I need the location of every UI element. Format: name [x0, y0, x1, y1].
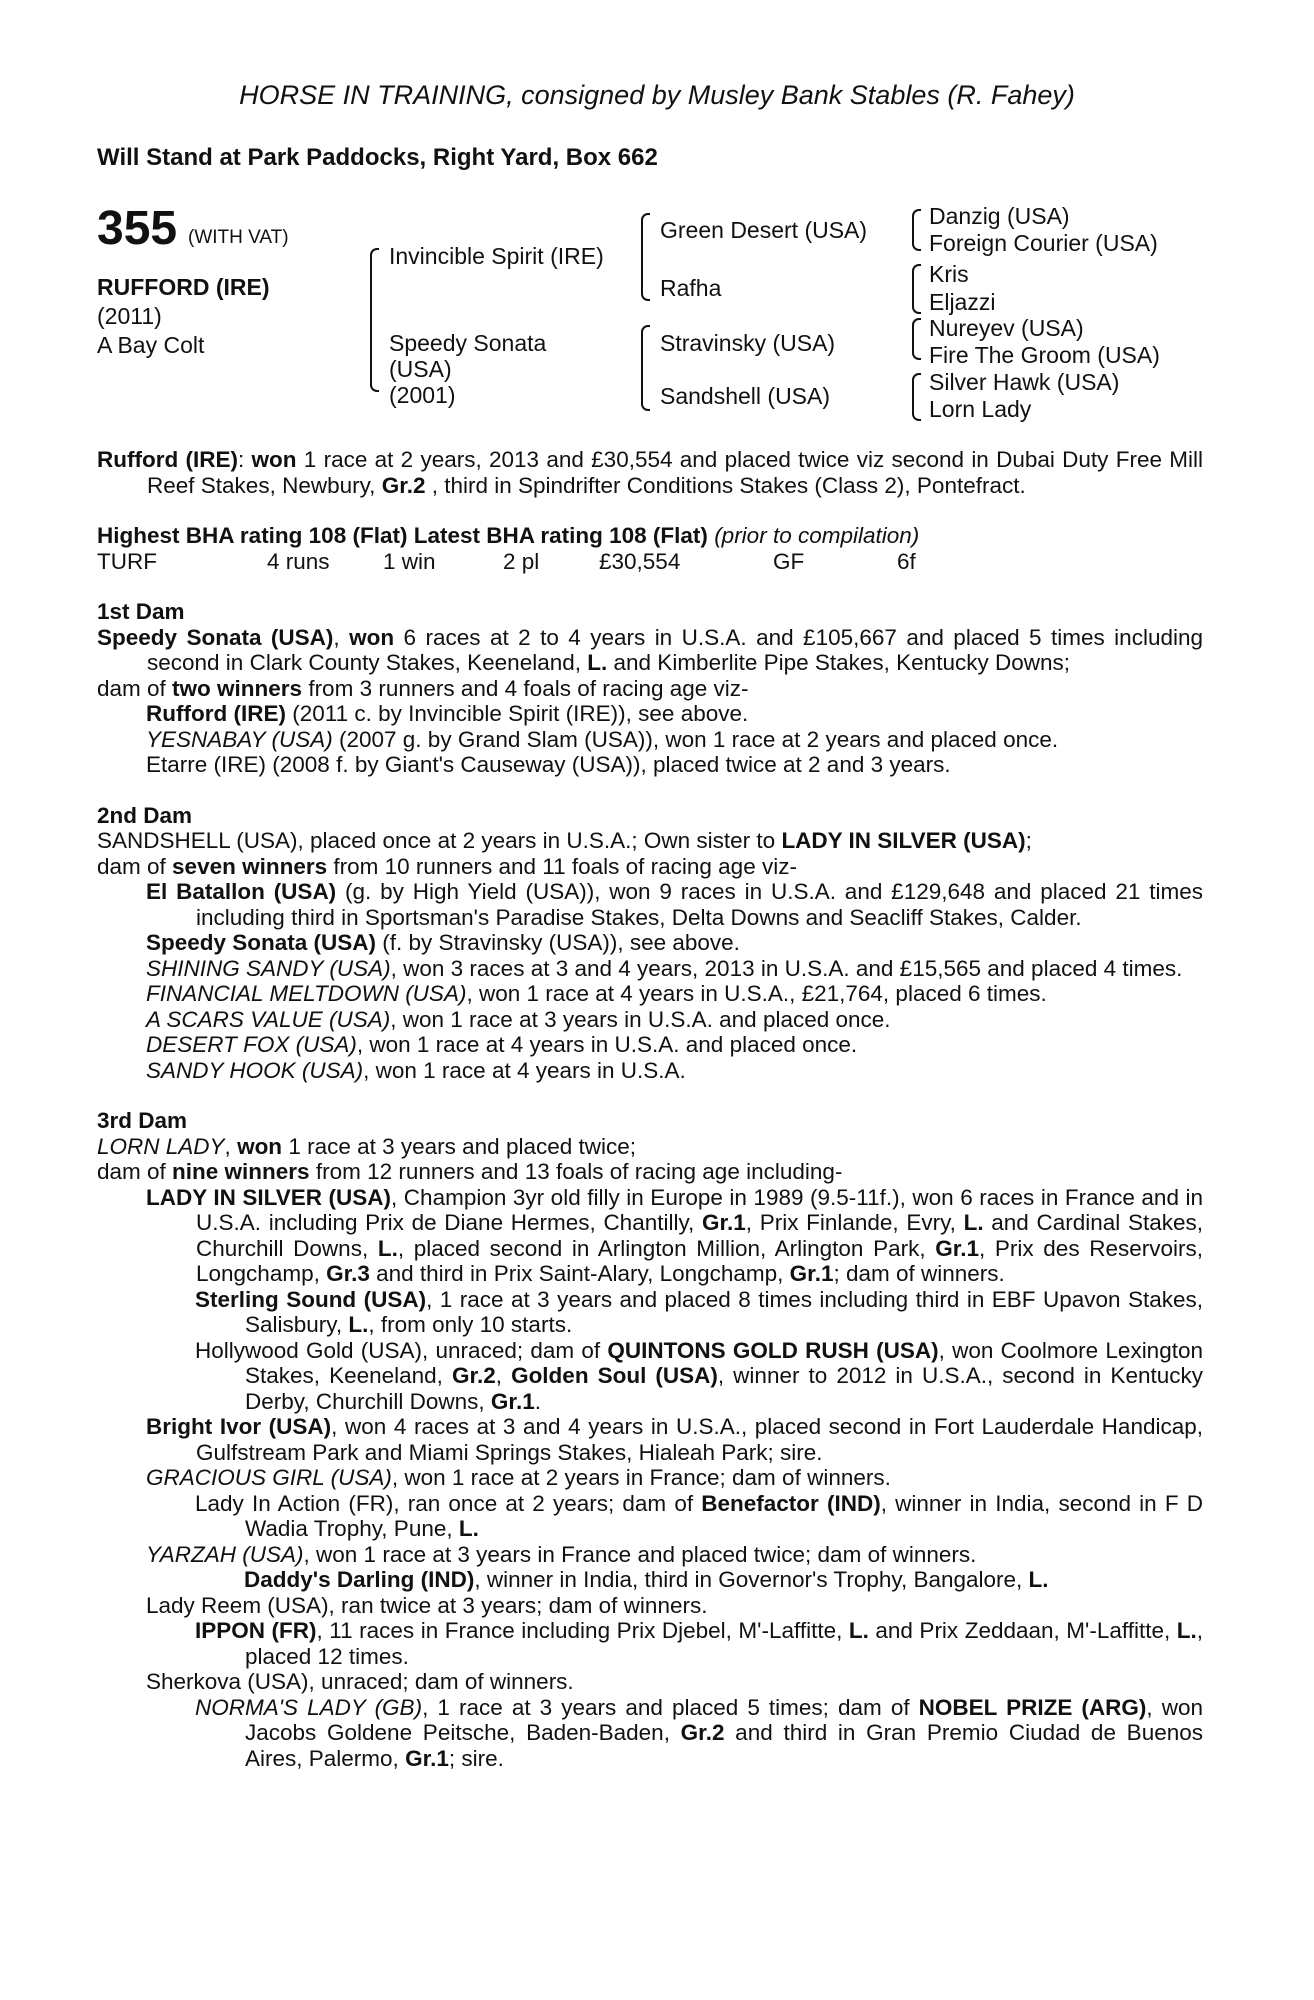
dam2-o5-text: , won 1 race at 3 years in U.S.A. and placed once. [390, 1006, 891, 1032]
dam3-dam-of [97, 1159, 1203, 1185]
summary-name: Rufford (IRE) [97, 447, 238, 472]
dam3-sherkova: Sherkova (USA), unraced; dam of winners. [146, 1669, 574, 1694]
ss-name: Sterling Sound (USA) [195, 1286, 427, 1312]
dam3-damof-b: from 12 runners and 13 foals of racing age including- [309, 1159, 843, 1184]
dam2-offspring-3 [97, 956, 1203, 982]
lis-grade-2: Gr.1 [935, 1235, 980, 1261]
lis-grade-4: Gr.1 [789, 1261, 834, 1286]
record-runs: 4 runs [267, 548, 330, 574]
horse-name: RUFFORD (IRE) [97, 274, 270, 300]
pedigree-sds: Kris [929, 261, 969, 287]
dam2-offspring-4 [97, 981, 1203, 1007]
pedigree-ddd: Lorn Lady [929, 396, 1032, 422]
dam1-o2-text: (2007 g. by Grand Slam (USA)), won 1 race at 2 years and placed once. [332, 726, 1059, 752]
dam3-winners: nine winners [172, 1159, 310, 1184]
pedigree-ssd: Foreign Courier (USA) [929, 230, 1158, 256]
record-placed: 2 pl [503, 548, 540, 574]
vat-note: (WITH VAT) [188, 227, 289, 248]
ip-text-3: , placed 12 times. [245, 1618, 1203, 1669]
bi-text: , won 4 races at 3 and 4 years in U.S.A., placed second in Fort Lauderdale Handicap, Gulfstream Park and Miami Springs Stakes, Hialeah Park; sire. [196, 1414, 1204, 1465]
dam2-o5-name: A SCARS VALUE (USA) [146, 1006, 391, 1032]
hg-golden-soul: Golden Soul (USA) [511, 1363, 718, 1388]
hg-quintons: QUINTONS GOLD RUSH (USA) [607, 1337, 939, 1363]
lis-text-7: ; dam of winners. [833, 1261, 1005, 1286]
lia-text-1: Lady In Action (FR), ran once at 2 years; dam of [195, 1490, 702, 1516]
gg-text: , won 1 race at 2 years in France; dam of winners. [391, 1465, 891, 1490]
ss-text-2: , from only 10 starts. [368, 1312, 573, 1337]
ip-text-1: , 11 races in France including Prix Djebel, M'-Laffitte, [316, 1618, 849, 1643]
dam2-offspring-1 [97, 879, 1203, 930]
pedigree-dds: Silver Hawk (USA) [929, 369, 1120, 395]
summary-won: won [251, 447, 297, 472]
summary-paragraph: Rufford (IRE): won 1 race at 2 years, 2013 and £30,554 and placed twice viz second in Dubai Duty Free Mill Reef Stakes, Newbury, Gr.2 , third in Spindrifter Conditions Stakes (Class 2), Pontefract. [97, 447, 1203, 498]
summary-text-2: , third in Spindrifter Conditions Stakes (Class 2), Pontefract. [425, 472, 1026, 498]
dd-name: Daddy's Darling (IND) [244, 1567, 475, 1592]
pedigree-ss: Green Desert (USA) [660, 217, 868, 243]
pedigree-sdd: Eljazzi [929, 289, 996, 315]
dam2-dam-of [97, 854, 1203, 880]
summary-text-1: 1 race at 2 years, 2013 and £30,554 and placed twice viz second in Dubai Duty Free Mill Reef Stakes, Newbury, [147, 447, 1203, 498]
lis-text-4: , placed second in Arlington Million, Arlington Park, [397, 1235, 936, 1261]
pedigree-brace-ds [912, 318, 921, 360]
dam3-lady-in-silver [97, 1185, 1203, 1287]
lis-text-1: , Champion 3yr old filly in Europe in 1989 (9.5-11f.), won 6 races in France and in U.S.A. including Prix de Diane Hermes, Chantilly, [196, 1184, 1203, 1235]
dam3-text-1: 1 race at 3 years and placed twice; [282, 1133, 637, 1159]
horse-description: A Bay Colt [97, 332, 205, 358]
lot-number: 355 [97, 202, 178, 255]
lis-text-5: , Prix des Reservoirs, Longchamp, [196, 1235, 1203, 1286]
dam1-text-2: and Kimberlite Pipe Stakes, Kentucky Downs; [607, 650, 1070, 675]
dam2-o6-text: , won 1 race at 4 years in U.S.A. and placed once. [356, 1032, 858, 1057]
dam3-hollywood-gold [97, 1338, 1203, 1415]
dam2-o3-name: SHINING SANDY (USA) [146, 955, 391, 981]
hg-text-3: , [495, 1363, 512, 1388]
dam3-gracious-girl [97, 1465, 1203, 1491]
pedigree-brace-sire [641, 213, 650, 301]
nl-text-3: and third in Gran Premio Ciudad de Buenos Aires, Palermo, [245, 1720, 1203, 1771]
pedigree-dsd: Fire The Groom (USA) [929, 342, 1160, 368]
dam3-sterling-sound [97, 1287, 1203, 1338]
dam2-o1-text: (g. by High Yield (USA)), won 9 races in U.S.A. and £129,648 and placed 21 times including third in Sportsman's Paradise Stakes, Delta Downs and Seacliff Stakes, Calder. [196, 879, 1203, 930]
dam1-offspring-2 [97, 727, 1203, 753]
dam2-o2-name: Speedy Sonata (USA) [146, 930, 377, 955]
dam1-damof-b: from 3 runners and 4 foals of racing age viz- [302, 675, 749, 701]
page-heading: HORSE IN TRAINING, consigned by Musley Bank Stables (R. Fahey) [239, 80, 1075, 110]
dam2-o1-name: El Batallon (USA) [146, 879, 337, 904]
dam3-won: won [237, 1133, 283, 1159]
yz-text: , won 1 race at 3 years in France and placed twice; dam of winners. [303, 1541, 977, 1567]
dam3-daddys-darling [97, 1567, 1203, 1593]
dam2-o7-name: SANDY HOOK (USA) [146, 1057, 364, 1083]
dam1-text-1: 6 races at 2 to 4 years in U.S.A. and £105,667 and placed 5 times including second in Clark County Stakes, Keeneland, [147, 624, 1203, 675]
lia-listed: L. [458, 1516, 479, 1541]
pedigree-dam-name: Speedy Sonata [389, 330, 547, 356]
nl-text-4: ; sire. [448, 1745, 504, 1771]
dam3-sep: , [224, 1133, 238, 1159]
ip-listed-2: L. [1176, 1618, 1197, 1643]
ip-name: IPPON (FR) [195, 1618, 317, 1643]
pedigree-dam [389, 330, 546, 408]
pedigree-brace-dd [912, 373, 921, 421]
nl-text-1: , 1 race at 3 years and placed 5 times; dam of [422, 1694, 919, 1720]
horse-year: (2011) [97, 303, 162, 329]
dam2-damof-a: dam of [97, 853, 173, 879]
dam2-heading: 2nd Dam [97, 802, 193, 828]
dd-text-1: , winner in India, third in Governor's Trophy, Bangalore, [474, 1567, 1029, 1592]
lis-text-2: , Prix Finlande, Evry, [745, 1210, 964, 1235]
horse-details [97, 273, 269, 360]
dam2-offspring-7 [97, 1058, 1203, 1084]
lis-text-6: and third in Prix Saint-Alary, Longchamp, [369, 1261, 790, 1286]
dam3-bright-ivor [97, 1414, 1203, 1465]
hg-text-2: , won Coolmore Lexington Stakes, Keeneland, [245, 1337, 1203, 1388]
lis-grade-3: Gr.3 [326, 1261, 370, 1286]
rating-note: (prior to compilation) [714, 523, 920, 548]
dam1-dam-of [97, 676, 1203, 702]
dam2-o7-text: , won 1 race at 4 years in U.S.A. [363, 1057, 686, 1083]
dam1-damof-a: dam of [97, 675, 173, 701]
dam2-o3-text: , won 3 races at 3 and 4 years, 2013 in U.S.A. and £15,565 and placed 4 times. [390, 955, 1183, 981]
record-earnings: £30,554 [599, 548, 681, 574]
lis-listed-2: L. [377, 1235, 398, 1261]
dam2-offspring-5 [97, 1007, 1203, 1033]
dam2-sister: LADY IN SILVER (USA) [781, 828, 1026, 853]
dam3-damof-a: dam of [97, 1159, 173, 1184]
lis-text-3: and Cardinal Stakes, Churchill Downs, [196, 1210, 1203, 1261]
dam2-o4-name: FINANCIAL MELTDOWN (USA) [146, 981, 467, 1006]
rating-line [97, 523, 1203, 549]
dam1-offspring-3: Etarre (IRE) (2008 f. by Giant's Causeway (USA)), placed twice at 2 and 3 years. [146, 752, 951, 777]
record-surface: TURF [97, 548, 157, 574]
dam3-ippon [97, 1618, 1203, 1669]
dam2-offspring-6 [97, 1032, 1203, 1058]
pedigree-sss: Danzig (USA) [929, 203, 1070, 229]
dam1-name: Speedy Sonata (USA) [97, 624, 334, 650]
hg-text-4: , winner to 2012 in U.S.A., second in Kentucky Derby, Churchill Downs, [245, 1363, 1203, 1414]
pedigree-dam-country: (USA) [389, 356, 452, 382]
lis-listed-1: L. [963, 1210, 984, 1235]
gg-name: GRACIOUS GIRL (USA) [146, 1465, 392, 1490]
dd-listed: L. [1028, 1567, 1049, 1592]
dam3-name: LORN LADY [97, 1133, 225, 1159]
nl-grade-1: Gr.1 [405, 1745, 449, 1771]
dam1-o2-name: YESNABAY (USA) [146, 726, 333, 752]
dam3-normas-lady [97, 1695, 1203, 1772]
dam2-damof-b: from 10 runners and 11 foals of racing age viz- [327, 853, 797, 879]
bi-name: Bright Ivor (USA) [146, 1414, 332, 1439]
dam2-para [97, 828, 1203, 854]
dam3-lady-in-action [97, 1491, 1203, 1542]
pedigree-dd: Sandshell (USA) [660, 383, 831, 409]
pedigree-brace-main [370, 248, 379, 392]
pedigree-sd: Rafha [660, 275, 722, 301]
dam1-o1-text: (2011 c. by Invincible Spirit (IRE)), see above. [285, 701, 749, 726]
dam3-para [97, 1134, 1203, 1160]
dam2-o4-text: , won 1 race at 4 years in U.S.A., £21,764, placed 6 times. [466, 981, 1047, 1006]
rating-bold: Highest BHA rating 108 (Flat) Latest BHA rating 108 (Flat) [97, 523, 708, 548]
dam2-o2-text: (f. by Stravinsky (USA)), see above. [376, 930, 740, 955]
ip-text-2: and Prix Zeddaan, M'-Laffitte, [868, 1618, 1177, 1643]
hg-text-1: Hollywood Gold (USA), unraced; dam of [195, 1337, 608, 1363]
dam3-heading: 3rd Dam [97, 1108, 188, 1133]
dam1-winners: two winners [172, 675, 303, 701]
catalogue-body [97, 447, 1203, 1771]
location-line: Will Stand at Park Paddocks, Right Yard, Box 662 [97, 144, 658, 171]
record-row [97, 549, 1203, 575]
nl-grade-2: Gr.2 [680, 1720, 725, 1745]
pedigree-ds: Stravinsky (USA) [660, 330, 836, 356]
dam1-listed: L. [587, 650, 608, 675]
lia-text-2: , winner in India, second in F D Wadia Trophy, Pune, [245, 1490, 1203, 1541]
dam1-heading: 1st Dam [97, 599, 185, 624]
dam2-text-1b: ; [1025, 828, 1032, 853]
dam1-won: won [349, 624, 395, 650]
record-going: GF [773, 548, 805, 574]
pedigree-brace-ss [912, 209, 921, 251]
ss-text-1: , 1 race at 3 years and placed 8 times including third in EBF Upavon Stakes, Salisbury, [245, 1286, 1203, 1337]
dam2-text-1: SANDSHELL (USA), placed once at 2 years in U.S.A.; Own sister to [97, 828, 782, 853]
lia-benefactor: Benefactor (IND) [701, 1490, 881, 1516]
yz-name: YARZAH (USA) [146, 1541, 304, 1567]
record-distance: 6f [897, 548, 916, 574]
ip-listed-1: L. [848, 1618, 869, 1643]
lis-grade-1: Gr.1 [701, 1210, 746, 1235]
ss-listed: L. [348, 1312, 369, 1337]
record-wins: 1 win [383, 548, 436, 574]
lis-name: LADY IN SILVER (USA) [146, 1184, 392, 1210]
dam1-para: Speedy Sonata (USA), won 6 races at 2 to 4 years in U.S.A. and £105,667 and placed 5 times including second in Clark County Stakes, Keeneland, L. and Kimberlite Pipe Stakes, Kentucky Downs; [97, 624, 1203, 675]
summary-grade: Gr.2 [381, 472, 426, 498]
hg-text-5: . [534, 1388, 541, 1414]
pedigree-brace-dam [641, 325, 650, 411]
dam2-offspring-2 [97, 930, 1203, 956]
nl-text-2: , won Jacobs Goldene Peitsche, Baden-Baden, [245, 1694, 1203, 1745]
dam3-yarzah [97, 1542, 1203, 1568]
hg-grade-1: Gr.1 [490, 1388, 535, 1414]
nl-nobel-prize: NOBEL PRIZE (ARG) [918, 1694, 1147, 1720]
nl-name: NORMA'S LADY (GB) [195, 1694, 423, 1720]
pedigree-dam-year: (2001) [389, 382, 456, 408]
dam2-o6-name: DESERT FOX (USA) [146, 1032, 357, 1057]
dam3-lady-reem: Lady Reem (USA), ran twice at 3 years; dam of winners. [146, 1592, 708, 1618]
dam2-winners: seven winners [172, 853, 328, 879]
dam1-o1-name: Rufford (IRE) [146, 701, 286, 726]
dam1-offspring-1 [97, 701, 1203, 727]
pedigree-sire: Invincible Spirit (IRE) [389, 243, 604, 269]
pedigree-brace-sd [912, 264, 921, 314]
pedigree-dss: Nureyev (USA) [929, 315, 1084, 341]
hg-grade-2: Gr.2 [451, 1363, 496, 1388]
